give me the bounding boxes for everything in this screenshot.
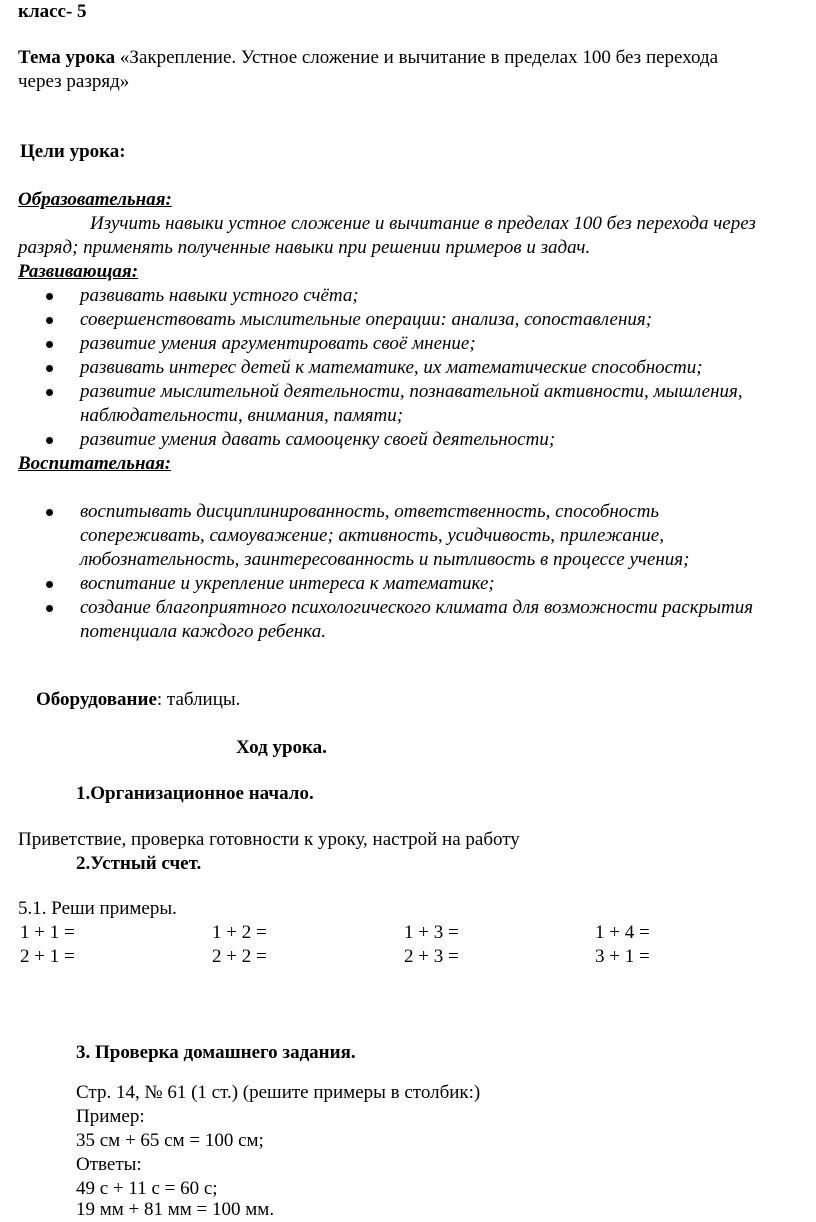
section3-line: Стр. 14, № 61 (1 ст.) (решите примеры в столбик:): [76, 1082, 481, 1103]
topic-label: Тема урока: [18, 47, 116, 68]
educational-line-1: Изучить навыки устное сложение и вычитание в пределах 100 без перехода через: [90, 213, 756, 234]
section1-heading: 1.Организационное начало.: [76, 783, 314, 804]
goals-heading: Цели урока:: [20, 141, 126, 162]
equipment-line: [36, 688, 240, 712]
section3-line: 49 с + 11 с = 60 с;: [76, 1178, 218, 1199]
list-item: развивать навыки устного счёта;: [22, 284, 812, 308]
topic-text: «Закрепление. Устное сложение и вычитание в пределах 100 без перехода: [119, 47, 719, 68]
list-item: воспитание и укрепление интереса к математике;: [22, 572, 812, 596]
topic-line: [18, 46, 718, 70]
section1-text: Приветствие, проверка готовности к уроку, настрой на работу: [18, 829, 520, 850]
example-2-4: 3 + 1 =: [595, 946, 650, 967]
lesson-progress-heading: Ход урока.: [236, 737, 327, 758]
list-item: создание благоприятного психологического климата для возможности раскрытия потенциала каждого ребенка.: [22, 596, 812, 644]
example-2-2: 2 + 2 =: [212, 946, 267, 967]
list-item: развитие мыслительной деятельности, познавательной активности, мышления, наблюдательности, внимания, памяти;: [22, 380, 812, 428]
section2-task: 5.1. Реши примеры.: [18, 898, 177, 919]
example-1-2: 1 + 2 =: [212, 922, 267, 943]
topic-text-cont: через разряд»: [18, 71, 130, 92]
example-1-4: 1 + 4 =: [595, 922, 650, 943]
section3-line: 35 см + 65 см = 100 см;: [76, 1130, 264, 1151]
section3-heading: 3. Проверка домашнего задания.: [76, 1042, 356, 1063]
developmental-list: [22, 284, 812, 452]
section3-line: 19 мм + 81 мм = 100 мм.: [76, 1199, 275, 1220]
educational-heading: Образовательная:: [18, 189, 172, 210]
example-2-1: 2 + 1 =: [20, 946, 75, 967]
educational-line-2: разряд; применять полученные навыки при решении примеров и задач.: [18, 237, 591, 258]
equipment-label: Оборудование: [36, 689, 157, 710]
grade-label: класс- 5: [18, 1, 87, 22]
section3-line: Ответы:: [76, 1154, 142, 1175]
example-2-3: 2 + 3 =: [404, 946, 459, 967]
list-item: развитие умения давать самооценку своей деятельности;: [22, 428, 812, 452]
list-item: совершенствовать мыслительные операции: анализа, сопоставления;: [22, 308, 812, 332]
upbringing-list: [22, 500, 812, 644]
developmental-heading: Развивающая:: [18, 261, 139, 282]
upbringing-heading: Воспитательная:: [18, 453, 172, 474]
equipment-text: : таблицы.: [156, 689, 241, 710]
section2-heading: 2.Устный счет.: [76, 853, 202, 874]
list-item: воспитывать дисциплинированность, ответственность, способность сопереживать, самоуважение; активность, усидчивость, прилежание, любознательность, заинтересованность и пытливость в процессе учения;: [22, 500, 812, 572]
list-item: развивать интерес детей к математике, их математические способности;: [22, 356, 812, 380]
example-1-1: 1 + 1 =: [20, 922, 75, 943]
section3-line: Пример:: [76, 1106, 145, 1127]
example-1-3: 1 + 3 =: [404, 922, 459, 943]
list-item: развитие умения аргументировать своё мнение;: [22, 332, 812, 356]
